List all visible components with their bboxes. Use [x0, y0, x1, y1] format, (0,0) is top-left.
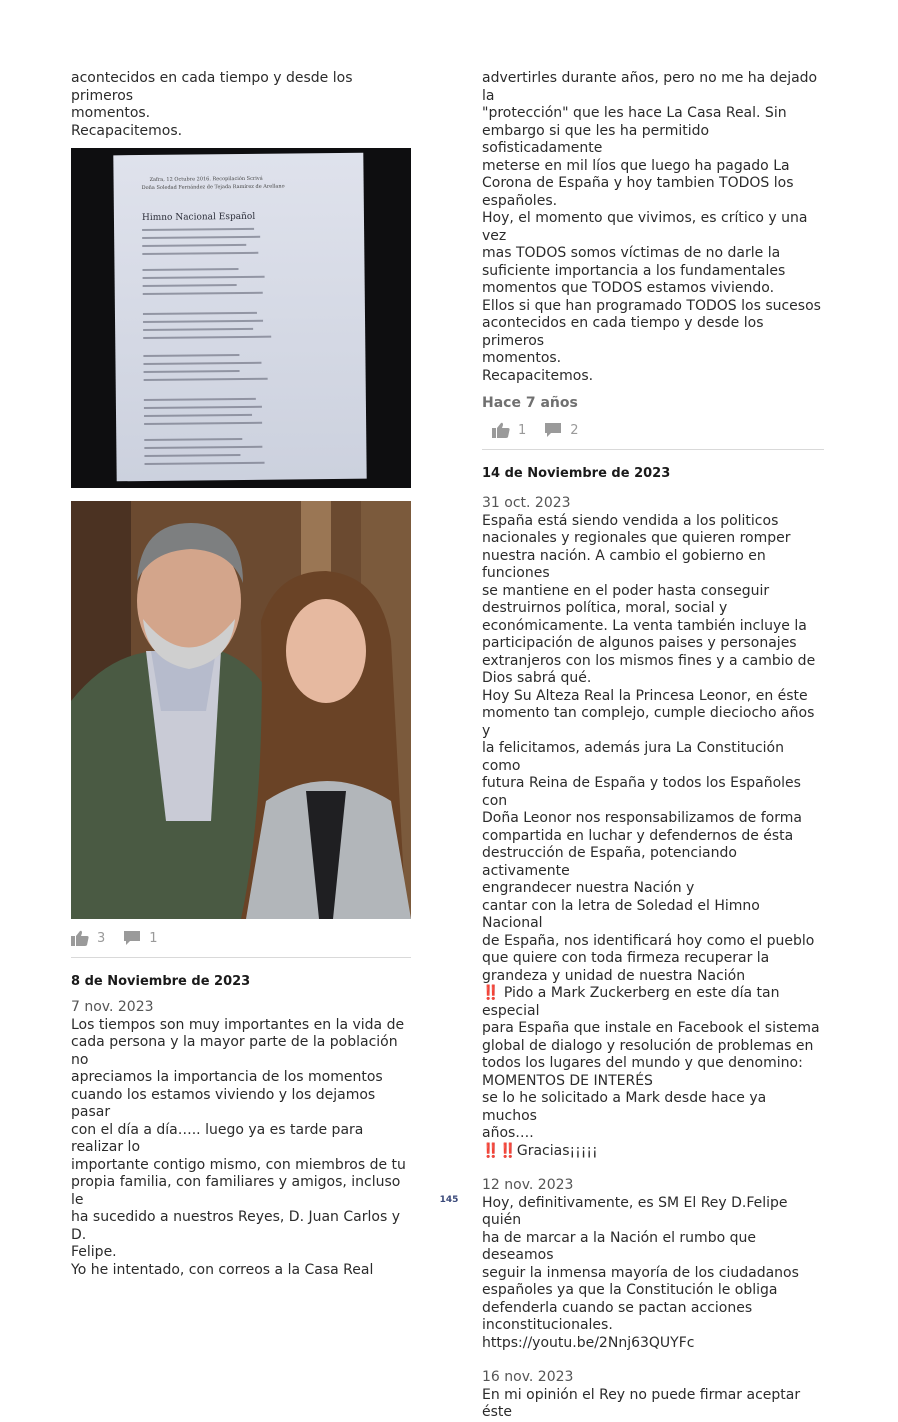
comment-button[interactable]	[123, 930, 157, 946]
sheet-title: Himno Nacional Español	[141, 211, 256, 224]
right-column	[482, 70, 824, 1422]
comment-count: 1	[149, 930, 158, 946]
comment-icon	[544, 422, 562, 438]
post-body: Los tiempos son muy importantes en la vida de cada persona y la mayor parte de la población no apreciamos la importancia de los momentos cuando los estamos viviendo y los dejamos pasar con el día a día….. luego ya es tarde para realizar lo importante contigo mismo, con miembros de tu propia familia, con familiares y amigos, incluso le ha sucedido a nuestros Reyes, D. Juan Carlos y D. Felipe. Yo he intentado, con correos a la Casa Real	[71, 1016, 406, 1278]
continued-text: acontecidos en cada tiempo y desde los primeros momentos. Recapacitemos.	[71, 70, 353, 139]
post-body: Hoy, definitivamente, es SM El Rey D.Felipe quién ha de marcar a la Nación el rumbo que deseamos seguir la inmensa mayoría de los ciudadanos españoles ya que la Constitución le obliga defenderla cuando se pactan acciones inconstitucionales. https://youtu.be/2Nnj63QUYFc	[482, 1194, 799, 1351]
post-date: 16 nov. 2023	[482, 1369, 574, 1385]
anthem-document-photo[interactable]	[71, 148, 411, 488]
comment-icon	[123, 930, 141, 946]
post-body: En mi opinión el Rey no puede firmar aceptar éste	[482, 1386, 805, 1420]
page-number: 145	[439, 1195, 459, 1205]
post-date: 7 nov. 2023	[71, 999, 154, 1015]
divider	[71, 957, 411, 958]
post-date: 31 oct. 2023	[482, 495, 571, 511]
comment-button[interactable]	[544, 422, 578, 438]
divider	[482, 449, 824, 450]
comment-count: 2	[570, 422, 579, 438]
paper-sheet	[113, 153, 366, 482]
sheet-header-2: Doña Soledad Fernández de Tejada Ramírez de Arellano	[141, 183, 285, 192]
like-count: 3	[97, 930, 106, 946]
post-date-heading: 14 de Noviembre de 2023	[482, 466, 671, 481]
post-date-heading: 8 de Noviembre de 2023	[71, 974, 251, 989]
like-count: 1	[518, 422, 527, 438]
royal-family-photo[interactable]	[71, 501, 411, 919]
time-ago: Hace 7 años	[482, 395, 578, 411]
portrait-illustration	[71, 501, 411, 919]
sheet-header-1: Zafra, 12 Octubre 2016. Recopilación Scrivá	[149, 175, 263, 183]
continued-text: advertirles durante años, pero no me ha dejado la "protección" que les hace La Casa Real. Sin embargo si que les ha permitido sofisticadamente meterse en mil líos que luego ha pagado La Corona de España y hoy tambien TODOS los españoles. Hoy, el momento que vivimos, es crítico y una vez mas TODOS somos víctimas de no darle la suficiente importancia a los fundamentales momentos que TODOS estamos viviendo. Ellos si que han programado TODOS los sucesos acontecidos en cada tiempo y desde los primeros momentos. Recapacitemos.	[482, 70, 821, 384]
thumbs-up-icon	[71, 930, 89, 946]
like-button[interactable]	[71, 930, 105, 946]
post-body: España está siendo vendida a los politicos nacionales y regionales que quieren romper nuestra nación. A cambio el gobierno en funciones se mantiene en el poder hasta conseguir destruirnos política, moral, social y económicamente. La venta también incluye la participación de algunos paises y personajes extranjeros con los mismos fines y a cambio de Dios sabrá qué. Hoy Su Alteza Real la Princesa Leonor, en éste momento tan complejo, cumple dieciocho años y la felicitamos, además jura La Constitución como futura Reina de España y todos los Españoles con Doña Leonor nos responsabilizamos de forma compartida en luchar y defendernos de ésta destrucción de España, potenciando activamente engrandecer nuestra Nación y cantar con la letra de Soledad el Himno Nacional de España, nos identificará hoy como el pueblo que quiere con toda firmeza recuperar la grandeza y unidad de nuestra Nación ‼️ Pido a Mark Zuckerberg en este día tan especial para España que instale en Facebook el sistema global de dialogo y resolución de problemas en todos los lugares del mundo y que denomino: MOMENTOS DE INTERÉS se lo he solicitado a Mark desde hace ya muchos años…. ‼️‼️Gracias¡¡¡¡¡	[482, 512, 820, 1159]
left-reactions	[71, 919, 411, 957]
right-reactions	[482, 411, 824, 449]
thumbs-up-icon	[492, 422, 510, 438]
left-column	[71, 70, 411, 1279]
post-date: 12 nov. 2023	[482, 1177, 574, 1193]
like-button[interactable]	[492, 422, 526, 438]
